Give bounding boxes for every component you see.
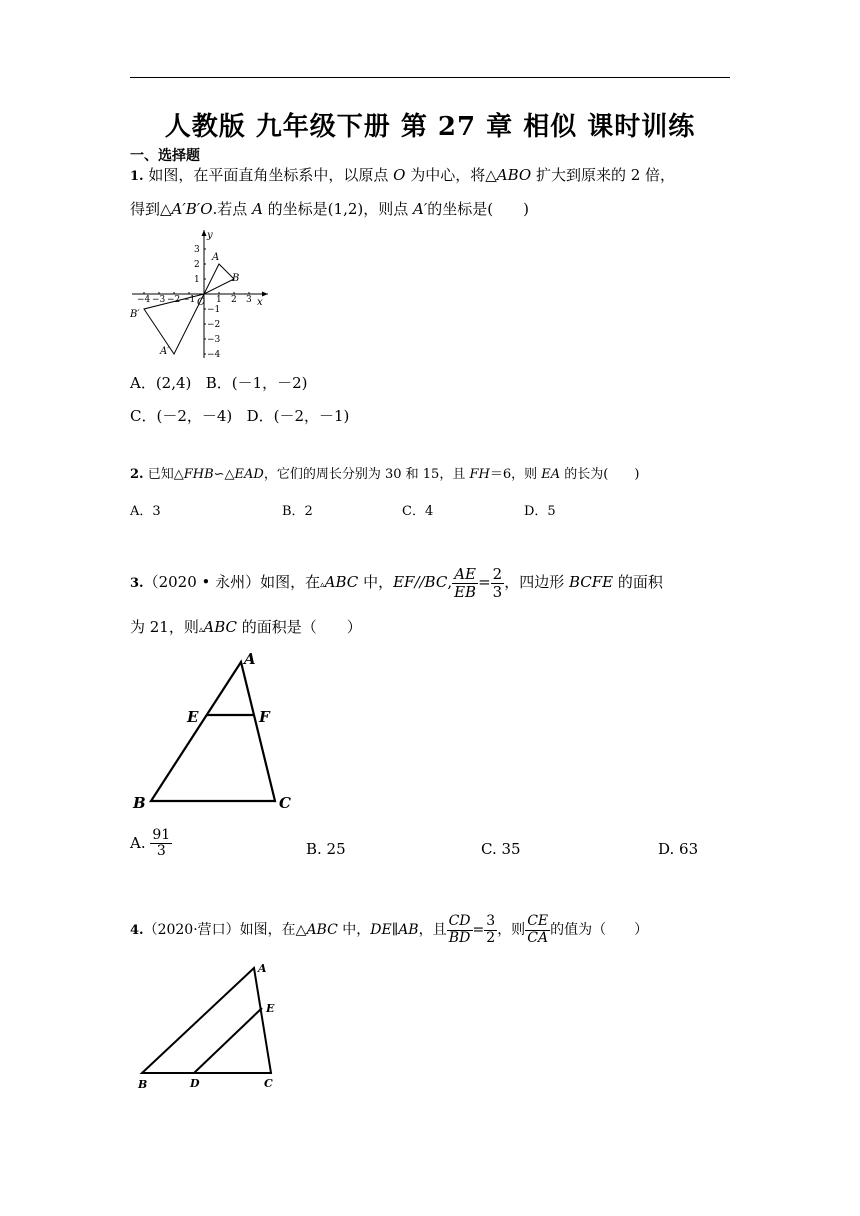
q4-fraction-value <box>484 914 497 946</box>
q1-abo-prime: A′B′O <box>171 200 213 218</box>
q3-text: 为 21，则 <box>130 618 199 636</box>
q4-text: ，则 <box>497 922 526 938</box>
q3-option-a-label: A. <box>130 833 146 852</box>
q4-abc: ABC <box>306 922 338 938</box>
q3-equals: = <box>478 573 491 591</box>
q2-option-a[interactable]: A．3 <box>130 504 161 519</box>
q3-fig-point-f: F <box>259 708 270 726</box>
q1-text: 如图，在平面直角坐标系中，以原点 <box>143 166 394 184</box>
q3-text: （2020 • 永州）如图，在 <box>143 573 321 591</box>
q4-fraction-cd-bd <box>447 914 473 946</box>
q3-option-a-num: 91 <box>152 827 171 843</box>
q1-text: 扩大到原来的 2 倍， <box>531 166 676 184</box>
q1-option-c[interactable]: C．(－2，－4) <box>130 407 233 425</box>
q1-options-row1 <box>130 372 308 393</box>
page-title: 人教版 九年级下册 第 27 章 相似 课时训练 <box>164 112 696 142</box>
q1-fig-ytick: −2 <box>207 320 221 330</box>
q1-fig-point-a: A <box>212 252 220 263</box>
q1-fig-point-b-prime: B′ <box>130 309 140 320</box>
q1-fig-xtick: 2 <box>231 295 237 305</box>
q3-line2 <box>130 616 362 641</box>
q3-triangle-symbol: ▵ <box>198 625 204 635</box>
section-heading: 一、选择题 <box>130 148 200 164</box>
q1-fig-xtick: −1 <box>182 295 196 305</box>
q1-number: 1. <box>130 169 144 184</box>
q4-fig-point-e: E <box>266 1002 275 1015</box>
q3-abc: ABC <box>324 573 359 591</box>
q2-option-d[interactable]: D．5 <box>524 504 556 519</box>
q1-a: A <box>252 200 263 218</box>
q1-fig-point-a-prime: A′ <box>160 346 170 357</box>
q1-fig-xtick: −4 <box>137 295 151 305</box>
q1-fig-point-b: B <box>232 273 240 284</box>
q1-text: 得到△ <box>130 200 172 218</box>
q2-text: ∽△ <box>213 467 235 482</box>
q2-stem <box>130 464 639 486</box>
q3-fig-point-c: C <box>279 794 291 812</box>
q2-text: ＝6，则 <box>489 467 542 482</box>
q3-comma: , <box>447 573 453 591</box>
q1-line2 <box>130 198 529 220</box>
q4-text: ，且 <box>418 922 447 938</box>
q1-fig-ytick: 1 <box>194 275 200 285</box>
q1-fig-origin-label: O <box>197 297 206 308</box>
q3-bc: BC <box>424 573 448 591</box>
q2-text: 的长为( ) <box>560 467 640 482</box>
q4-parallel: ∥ <box>391 922 399 938</box>
q4-fraction-ce-ca <box>525 914 550 946</box>
q4-fig-point-b: B <box>138 1078 148 1091</box>
header-rule <box>130 77 730 78</box>
q4-value-num: 3 <box>486 913 496 930</box>
q1-text: 为中心，将△ <box>405 166 497 184</box>
q3-fraction-ae-eb <box>452 566 478 600</box>
q4-fraction-den: CA <box>527 929 549 946</box>
q2-text: 已知△ <box>143 467 184 482</box>
q3-fraction-num: AE <box>452 566 478 584</box>
q1-coordinate-figure <box>128 226 278 361</box>
q1-option-d[interactable]: D．(－2，－1) <box>246 407 350 425</box>
q3-fig-point-b: B <box>133 794 146 812</box>
q4-text: （2020·营口）如图，在△ <box>143 922 307 938</box>
q4-fraction-den: BD <box>448 929 471 946</box>
q1-fig-ytick: −1 <box>207 305 221 315</box>
q1-fig-x-label: x <box>257 297 263 308</box>
q3-text: 中， <box>358 573 394 591</box>
q4-value-den: 2 <box>486 929 496 946</box>
q4-ab: AB <box>398 922 419 938</box>
q3-fig-point-e: E <box>187 708 199 726</box>
q3-text: ，四边形 <box>504 573 569 591</box>
q1-fig-ytick: 2 <box>194 260 200 270</box>
q4-number: 4. <box>130 923 144 938</box>
q4-de: DE <box>370 922 392 938</box>
q3-fraction-value <box>491 566 505 600</box>
q1-option-b[interactable]: B．(－1，－2) <box>205 374 308 392</box>
q1-option-a[interactable]: A．(2,4) <box>130 374 192 392</box>
q1-fig-xtick: −2 <box>167 295 181 305</box>
q1-fig-xtick: 3 <box>246 295 252 305</box>
q4-text: 中， <box>337 922 371 938</box>
q1-fig-xtick: −3 <box>152 295 166 305</box>
q1-options-row2 <box>130 405 349 426</box>
q3-ef: EF <box>393 573 415 591</box>
q4-fraction-num: CD <box>448 913 471 930</box>
q1-fig-ytick: −3 <box>207 335 221 345</box>
q1-o: O <box>393 166 406 184</box>
q1-fig-xtick: 1 <box>216 295 222 305</box>
q1-a-prime: A′ <box>413 200 428 218</box>
q1-line1 <box>130 164 675 188</box>
q1-fig-y-label: y <box>207 230 213 241</box>
q1-fig-ytick: 3 <box>194 245 200 255</box>
q3-text: 的面积 <box>613 573 663 591</box>
q3-triangle-figure <box>128 650 308 815</box>
q3-triangle-symbol: ▵ <box>320 580 325 590</box>
q4-triangle-figure <box>128 958 288 1098</box>
q3-option-b[interactable]: B. 25 <box>306 840 346 858</box>
q4-fraction-num: CE <box>527 913 549 930</box>
q2-text: ，它们的周长分别为 30 和 15，且 <box>263 467 470 482</box>
q3-value-den: 3 <box>492 582 503 601</box>
q1-text: .若点 <box>212 200 253 218</box>
q3-option-a[interactable] <box>130 828 172 860</box>
q3-fraction-den: EB <box>454 582 477 601</box>
q4-fig-point-c: C <box>264 1077 273 1090</box>
q4-equals: = <box>472 922 485 938</box>
q2-fhb: FHB <box>183 467 214 482</box>
q3-option-c[interactable]: C. 35 <box>481 840 521 858</box>
q3-abc: ABC <box>203 618 238 636</box>
q2-fh: FH <box>469 467 490 482</box>
q1-fig-ytick: −4 <box>207 350 221 360</box>
q4-text: 的值为（ ） <box>550 922 649 938</box>
q4-stem <box>130 906 648 955</box>
q2-ead: EAD <box>234 467 264 482</box>
q3-parallel: // <box>414 573 425 591</box>
q2-ea: EA <box>541 467 561 482</box>
q4-fig-point-a: A <box>258 962 267 975</box>
q3-number: 3. <box>130 576 144 591</box>
q3-value-num: 2 <box>492 565 503 583</box>
q3-option-a-den: 3 <box>156 843 166 860</box>
q2-option-c[interactable]: C．4 <box>402 504 434 519</box>
q3-line1 <box>130 558 663 609</box>
q3-text: 的面积是（ ） <box>237 618 362 636</box>
q1-text: 的坐标是(1,2)，则点 <box>262 200 414 218</box>
q1-abo: ABO <box>496 166 532 184</box>
q3-option-d[interactable]: D. 63 <box>658 840 699 858</box>
q3-bcfe: BCFE <box>569 573 614 591</box>
q4-fig-point-d: D <box>190 1077 200 1090</box>
q2-number: 2. <box>130 467 144 482</box>
q3-fig-point-a: A <box>244 650 256 668</box>
q1-text: 的坐标是( ) <box>427 200 529 218</box>
q2-option-b[interactable]: B．2 <box>282 504 313 519</box>
